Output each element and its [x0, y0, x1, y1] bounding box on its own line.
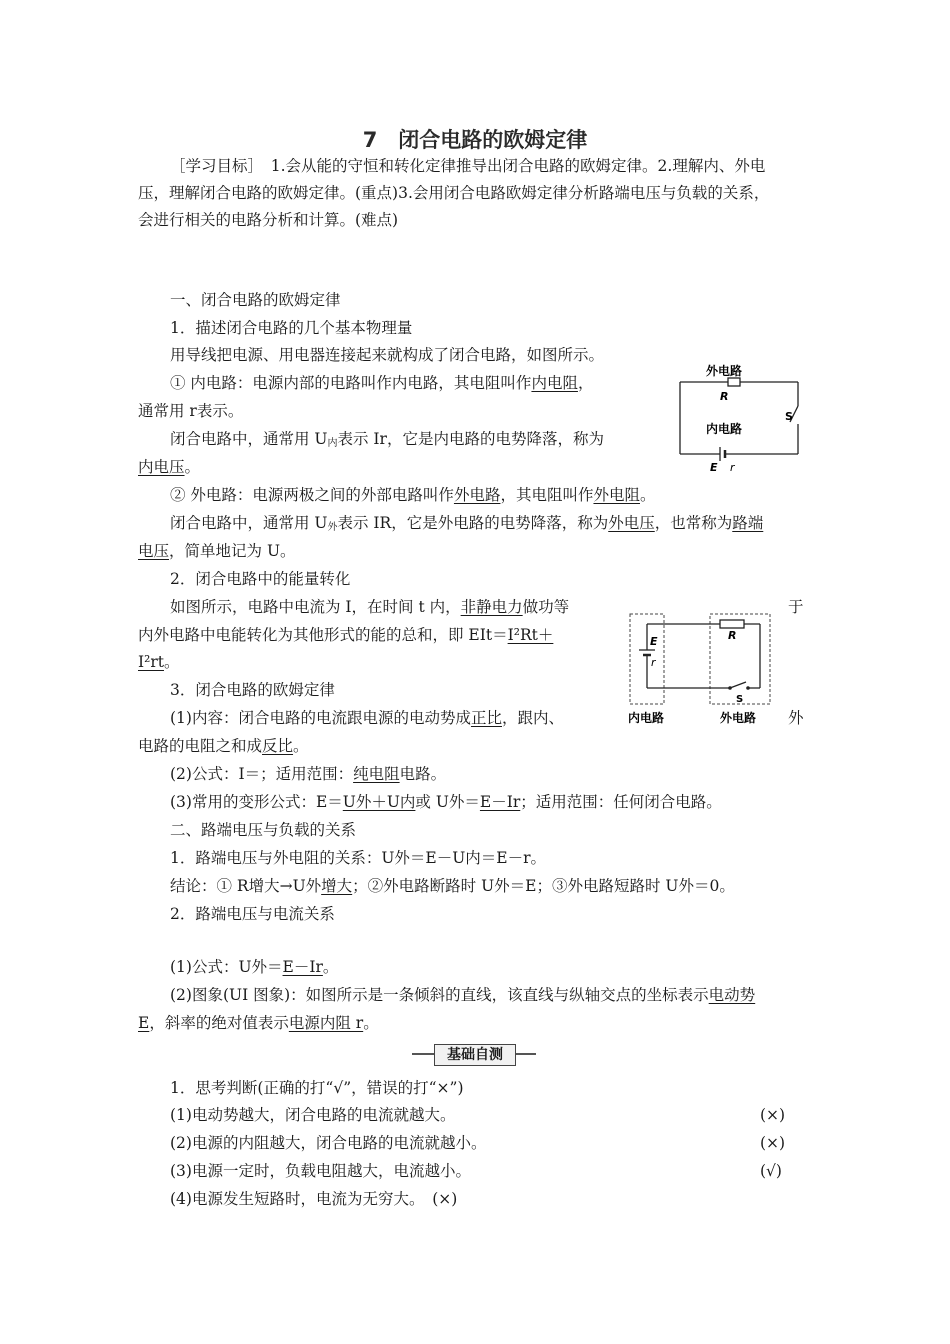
badge-rule-left: [412, 1053, 434, 1055]
fig1-R-label: R: [720, 390, 729, 403]
inner-voltage-line-2: 内电压。: [138, 458, 201, 476]
outer-voltage-line-2: 电压，简单地记为 U。: [138, 542, 296, 560]
answer-underline: E－Ir: [282, 958, 323, 976]
page-title: 7 闭合电路的欧姆定律: [362, 128, 588, 152]
test-item: (4)电源发生短路时，电流为无穷大。 (×): [170, 1190, 458, 1208]
outer-circuit-line: ② 外电路：电源两极之间的外部电路叫作外电路，其电阻叫作外电阻。: [170, 486, 656, 504]
paragraph: 通常用 r表示。: [138, 402, 244, 420]
answer-underline: 电压: [138, 542, 170, 560]
section-1-heading: 一、闭合电路的欧姆定律: [170, 291, 341, 309]
fig1-r-label: r: [730, 461, 735, 473]
formula-variants-line: (3)常用的变形公式：E＝U外＋U内或 U外＝E－Ir；适用范围：任何闭合电路。: [170, 793, 722, 811]
subheading-1: 1．描述闭合电路的几个基本物理量: [170, 319, 413, 337]
fig2-r-label: r: [651, 656, 656, 669]
self-test-badge: [412, 1044, 536, 1066]
test-item: (1)电动势越大，闭合电路的电流就越大。: [170, 1106, 456, 1124]
answer-underline: 正比: [470, 709, 502, 727]
energy-line-1: 如图所示，电路中电流为 I，在时间 t 内，非静电力做功等: [170, 598, 570, 616]
switch-S: [730, 682, 746, 688]
answer-underline: 电动势: [708, 986, 756, 1004]
answer-underline: E－Ir: [479, 793, 521, 811]
answer-underline: I²rt: [138, 653, 164, 671]
fig1-inner-label: 内电路: [706, 422, 743, 436]
voltage-formula-line: (1)公式：U外＝E－Ir。: [170, 958, 339, 976]
answer-underline: U外＋U内: [342, 793, 416, 811]
test-item-mark: (√): [760, 1162, 782, 1180]
conclusion-line: 结论：① R增大→U外增大；②外电路断路时 U外＝E；③外电路短路时 U外＝0。: [170, 877, 735, 895]
fig2-S-label: S: [736, 694, 744, 705]
fig1-S-label: S: [785, 410, 793, 423]
circuit-diagram-1: [668, 358, 813, 473]
inner-circuit-line: ① 内电路：电源内部的电路叫作内电路，其电阻叫作内电阻，: [170, 374, 594, 392]
answer-underline: 外电阻: [593, 486, 640, 504]
test-item: (3)电源一定时，负载电阻越大，电流越小。: [170, 1162, 471, 1180]
resistor-R: [728, 378, 740, 386]
answer-underline: 电源内阻 r: [288, 1014, 364, 1032]
answer-underline: 内电压: [138, 458, 185, 476]
law-content-line: (1)内容：闭合电路的电流跟电源的电动势成正比，跟内、: [170, 709, 564, 727]
ui-graph-line-2: E，斜率的绝对值表示电源内阻 r。: [138, 1014, 379, 1032]
fig1-E-label: E: [710, 461, 718, 473]
inner-voltage-line: 闭合电路中，通常用 $U_内$表示 Ir，它是内电路的电势降落，称为: [170, 430, 604, 449]
fig2-R-label: R: [728, 629, 737, 642]
answer-underline: E: [138, 1014, 150, 1032]
ui-graph-line: (2)图象(UI 图象)：如图所示是一条倾斜的直线，该直线与纵轴交点的坐标表示电动势: [170, 986, 756, 1004]
answer-underline: 外电路: [453, 486, 501, 504]
fig2-outer-label: 外电路: [720, 711, 757, 725]
answer-underline: 路端: [732, 514, 764, 532]
test-item-mark: (×): [760, 1106, 786, 1124]
answer-underline: I²Rt＋: [507, 626, 554, 644]
objectives-line-3: 会进行相关的电路分析和计算。(难点): [138, 211, 399, 229]
answer-underline: 外电压: [608, 514, 655, 532]
energy-line-3: I²rt。: [138, 653, 180, 671]
self-test-badge-label: 基础自测: [434, 1044, 516, 1066]
subheading-2: 2．闭合电路中的能量转化: [170, 570, 351, 588]
resistor-R: [720, 620, 744, 628]
outer-voltage-line: 闭合电路中，通常用 $U_外$表示 IR，它是外电路的电势降落，称为外电压，也常称为路端: [170, 514, 764, 533]
answer-underline: 非静电力: [460, 598, 523, 616]
subheading-3: 3．闭合电路的欧姆定律: [170, 681, 335, 699]
objectives-line-1: ［学习目标］ 1.会从能的守恒和转化定律推导出闭合电路的欧姆定律。2.理解内、外电: [170, 157, 766, 175]
fig2-E-label: E: [650, 635, 658, 648]
energy-line-2: 内外电路中电能转化为其他形式的能的总和，即 EIt＝I²Rt＋: [138, 626, 554, 644]
circuit-diagram-2: [624, 608, 780, 732]
fig2-inner-label: 内电路: [628, 711, 665, 725]
test-item: (2)电源的内阻越大，闭合电路的电流就越小。: [170, 1134, 487, 1152]
test-question: 1．思考判断(正确的打“√”，错误的打“×”): [170, 1079, 464, 1097]
energy-line-1-tail: 于: [788, 598, 804, 616]
section-2-heading: 二、路端电压与负载的关系: [170, 821, 357, 839]
fig1-outer-label: 外电路: [706, 364, 743, 378]
subheading-4: 1．路端电压与外电阻的关系：U外＝E－U内＝E－r。: [170, 849, 547, 867]
test-item-mark: (×): [760, 1134, 786, 1152]
law-content-line-2: 电路的电阻之和成反比。: [138, 737, 309, 755]
paragraph: 用导线把电源、用电器连接起来就构成了闭合电路，如图所示。: [170, 346, 605, 364]
answer-underline: 增大: [321, 877, 353, 895]
subheading-5: 2．路端电压与电流关系: [170, 905, 335, 923]
answer-underline: 内电阻: [531, 374, 578, 392]
formula-line: (2)公式：I＝；适用范围：纯电阻电路。: [170, 765, 447, 783]
objectives-line-2: 压，理解闭合电路的欧姆定律。(重点)3.会用闭合电路欧姆定律分析路端电压与负载的关系，: [138, 184, 770, 202]
law-content-tail: 外: [788, 709, 804, 727]
answer-underline: 反比: [262, 737, 294, 755]
answer-underline: 纯电阻: [353, 765, 400, 783]
badge-rule-right: [516, 1053, 536, 1055]
